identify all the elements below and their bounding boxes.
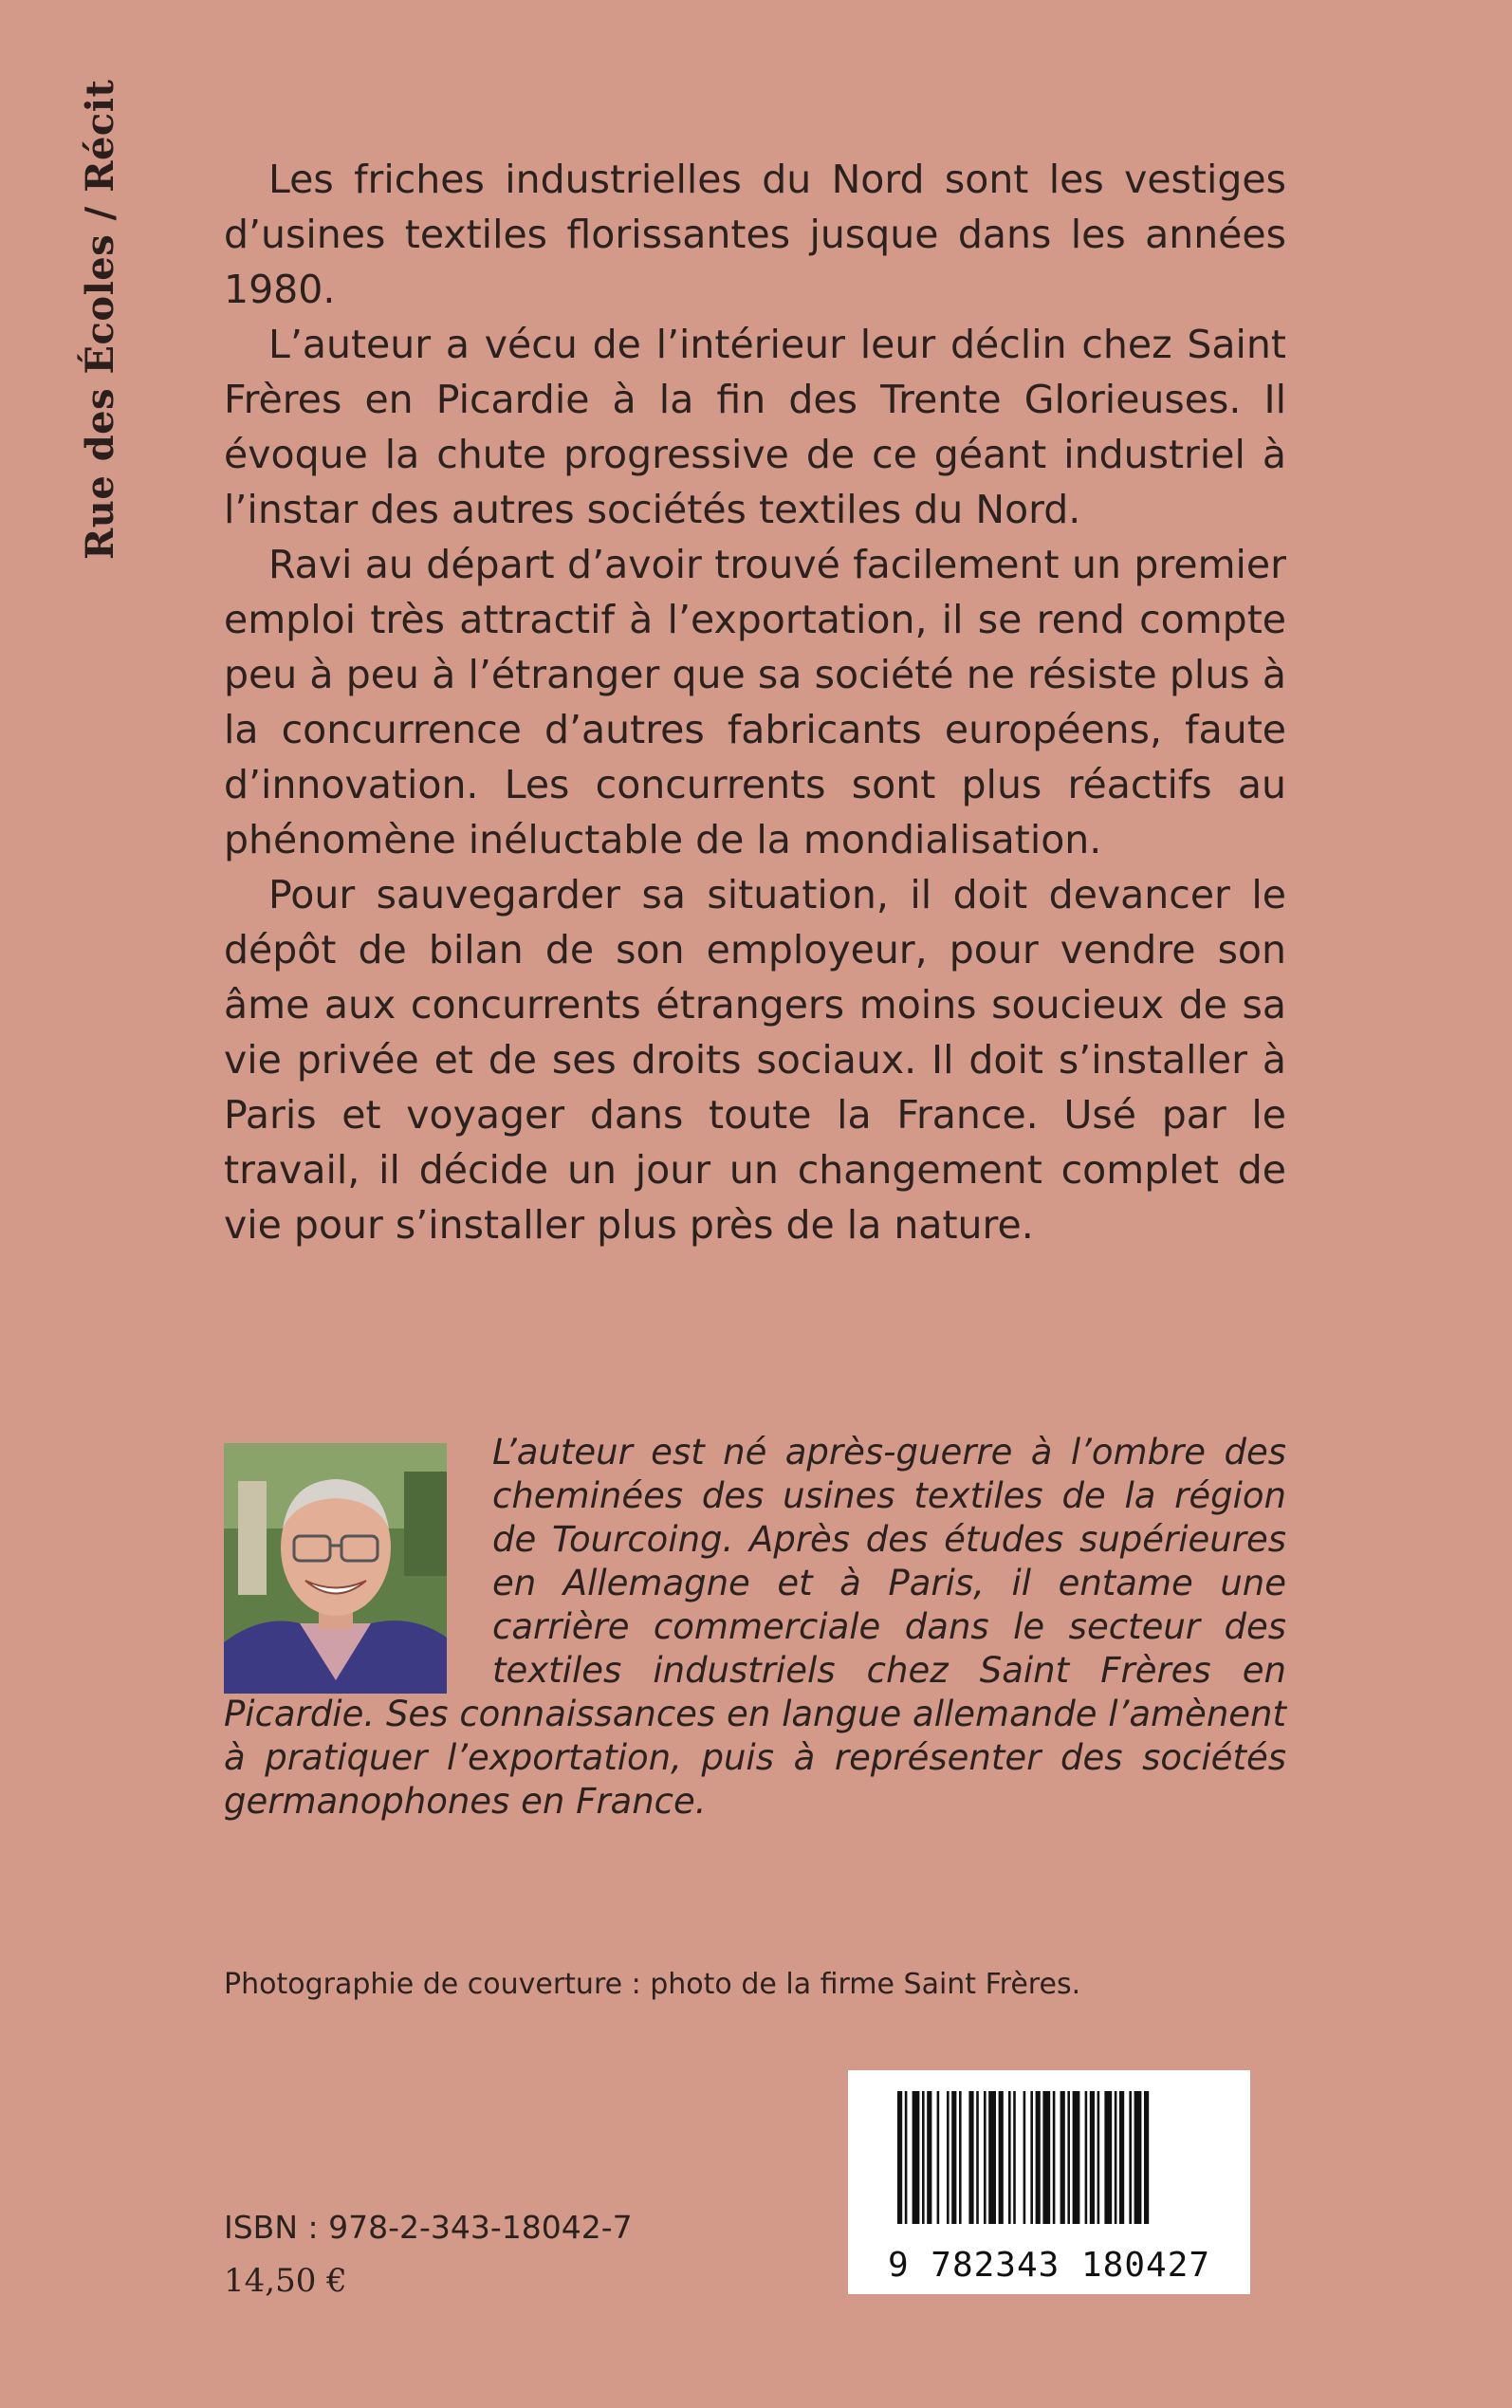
barcode-bar — [951, 2091, 956, 2224]
barcode-bar — [905, 2091, 908, 2224]
back-cover-blurb — [224, 152, 1286, 1252]
barcode-bar — [1042, 2091, 1050, 2224]
author-bio — [224, 1431, 1286, 1824]
barcode-bar — [1067, 2091, 1070, 2224]
barcode-bar — [968, 2091, 973, 2224]
barcode-bar — [1104, 2091, 1112, 2224]
barcode-bar — [1013, 2091, 1016, 2224]
barcode-bar — [1060, 2091, 1065, 2224]
blurb-paragraph: Pour sauvegarder sa situation, il doit devancer le dépôt de bilan de son employeur, pour vendre son âme aux concurrents étrangers moins soucieux de sa vie privée et de ses droits sociaux. Il doit s’installer à Paris et voyager dans toute la France. Usé par le travail, il décide un jour un changement complet de vie pour s’installer plus près de la nature. — [224, 872, 1286, 1248]
barcode-bar — [1097, 2091, 1100, 2224]
barcode — [848, 2070, 1250, 2294]
barcode-bar — [1085, 2091, 1088, 2224]
price: 14,50 € — [224, 2262, 347, 2300]
barcode-bar — [1073, 2091, 1080, 2224]
barcode-bar — [1144, 2091, 1149, 2224]
barcode-bar — [937, 2091, 940, 2224]
barcode-bar — [947, 2091, 950, 2224]
barcode-bar — [959, 2091, 962, 2224]
barcode-bar — [897, 2091, 902, 2224]
barcode-bar — [1115, 2091, 1117, 2224]
author-bio-text: L’auteur est né après-guerre à l’ombre des cheminées des usines textiles de la région de Tourcoing. Après des études supérieures en Allemagne et à Paris, il entame une carrière commerciale dans le secteur des textiles industriels chez Saint Frères en Picardie. Ses connaissances en langue allemande l’amènent à pratiquer l’exportation, puis à représenter des sociétés germanophones en France. — [224, 1432, 1286, 1822]
photo-credit: Photographie de couverture : photo de la firme Saint Frères. — [224, 1968, 1081, 2001]
barcode-bar — [976, 2091, 979, 2224]
barcode-bar — [1129, 2091, 1132, 2224]
spine-title: Rue des Écoles / Récit — [78, 79, 122, 560]
barcode-bar — [1134, 2091, 1142, 2224]
isbn: ISBN : 978-2-343-18042-7 — [224, 2209, 633, 2246]
barcode-bar — [1023, 2091, 1026, 2224]
blurb-paragraph: L’auteur a vécu de l’intérieur leur déclin chez Saint Frères en Picardie à la fin des Trente Glorieuses. Il évoque la chute progressive de ce géant industriel à l’instar des autres sociétés textiles du Nord. — [224, 322, 1286, 532]
barcode-bar — [1053, 2091, 1056, 2224]
barcode-bar — [1036, 2091, 1041, 2224]
barcode-bar — [1090, 2091, 1095, 2224]
barcode-bar — [1008, 2091, 1011, 2224]
barcode-digits: 9 782343 180427 — [887, 2246, 1211, 2285]
blurb-paragraph: Ravi au départ d’avoir trouvé facilement un premier emploi très attractif à l’exportation, il se rend compte peu à peu à l’étranger que sa société ne résiste plus à la concurrence d’autres fabricants européens, faute d’innovation. Les concurrents sont plus réactifs au phénomène inéluctable de la mondialisation. — [224, 542, 1286, 862]
barcode-bar — [1119, 2091, 1124, 2224]
barcode-bar — [999, 2091, 1004, 2224]
barcode-bars — [848, 2070, 1250, 2241]
barcode-bar — [927, 2091, 931, 2224]
barcode-bar — [1030, 2091, 1033, 2224]
barcode-bar — [922, 2091, 925, 2224]
blurb-paragraph: Les friches industrielles du Nord sont les vestiges d’usines textiles florissantes jusque dans les années 1980. — [224, 157, 1286, 312]
barcode-bar — [988, 2091, 996, 2224]
barcode-bar — [913, 2091, 920, 2224]
barcode-bar — [984, 2091, 986, 2224]
